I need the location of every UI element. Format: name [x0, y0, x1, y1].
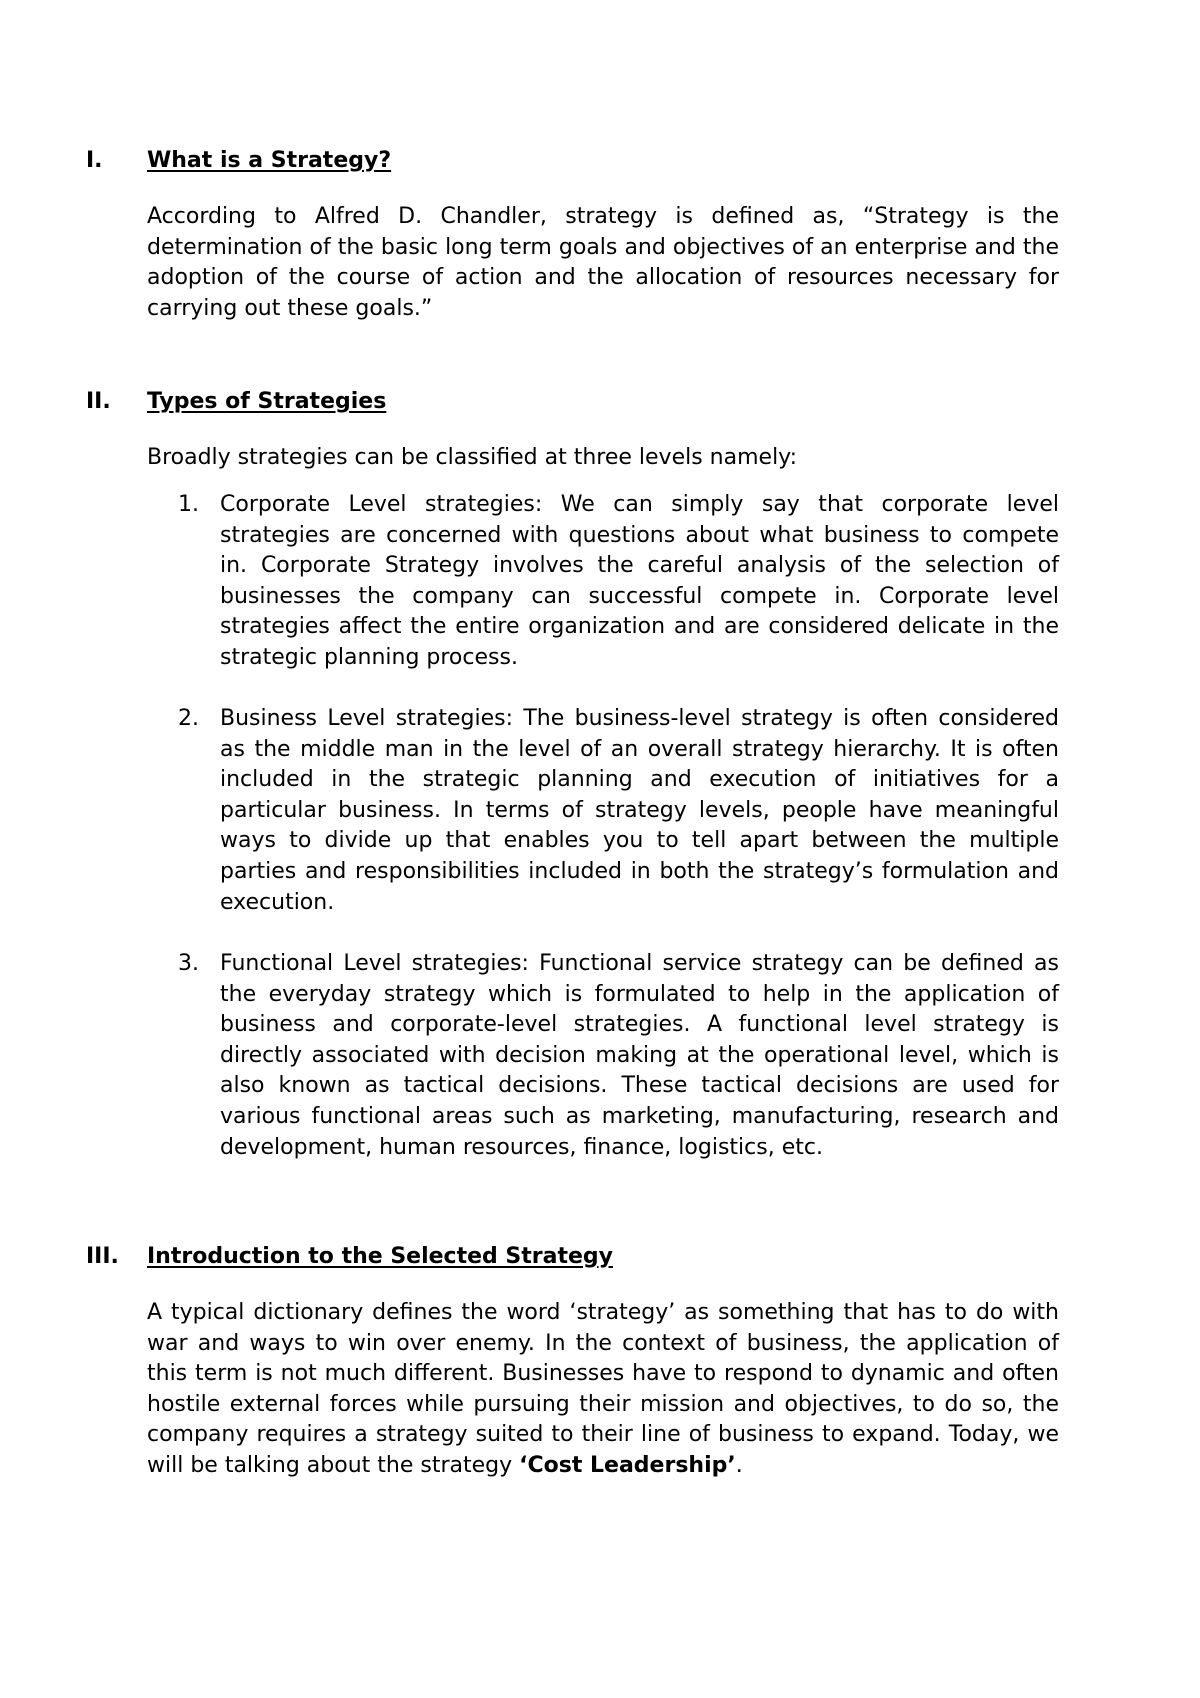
- paragraph-text: A typical dictionary defines the word ‘strategy’ as something that has to do with war and ways to win over enemy. In the context of business, the application of this term is not much different. Businesses have to respond to dynamic and often hostile external forces while pursuing their mission and objectives, to do so, the company requires a strategy suited to their line of business to expand. Today, we will be talking about the strategy: [147, 1300, 1059, 1478]
- list-item-number: 2.: [178, 706, 199, 731]
- section-heading: What is a Strategy?: [147, 148, 392, 173]
- list-item-number: 3.: [178, 951, 199, 976]
- section-number: I.: [86, 148, 103, 173]
- list-item-text: Functional Level strategies: Functional service strategy can be defined as the everyday strategy which is formulated to help in the application of business and corporate-level strategies. A functional level strategy is directly associated with decision making at the operational level, which is also known as tactical decisions. These tactical decisions are used for various functional areas such as marketing, manufacturing, research and development, human resources, finance, logistics, etc.: [220, 951, 1059, 1160]
- paragraph-ending: .: [735, 1452, 743, 1478]
- list-item-text: Corporate Level strategies: We can simply say that corporate level strategies are concerned with questions about what business to compete in. Corporate Strategy involves the careful analysis of the selection of businesses the company can successful compete in. Corporate level strategies affect the entire organization and are considered delicate in the strategic planning process.: [220, 492, 1059, 670]
- list-item-text: Business Level strategies: The business-level strategy is often considered as the middle man in the level of an overall strategy hierarchy. It is often included in the strategic planning and execution of initiatives for a particular business. In terms of strategy levels, people have meaningful ways to divide up that enables you to tell apart between the multiple parties and responsibilities included in both the strategy’s formulation and execution.: [220, 706, 1059, 915]
- section-paragraph: [147, 1298, 1059, 1482]
- section-number: III.: [86, 1244, 119, 1269]
- section-heading: Introduction to the Selected Strategy: [147, 1244, 614, 1269]
- section-paragraph: Broadly strategies can be classified at three levels namely:: [147, 445, 798, 470]
- section-number: II.: [86, 389, 111, 414]
- emphasis-cost-leadership: ‘Cost Leadership’: [519, 1452, 736, 1478]
- list-item-number: 1.: [178, 492, 199, 517]
- section-paragraph: According to Alfred D. Chandler, strategy is defined as, “Strategy is the determination of the basic long term goals and objectives of an enterprise and the adoption of the course of action and the allocation of resources necessary for carrying out these goals.”: [147, 204, 1059, 321]
- section-heading: Types of Strategies: [147, 389, 387, 414]
